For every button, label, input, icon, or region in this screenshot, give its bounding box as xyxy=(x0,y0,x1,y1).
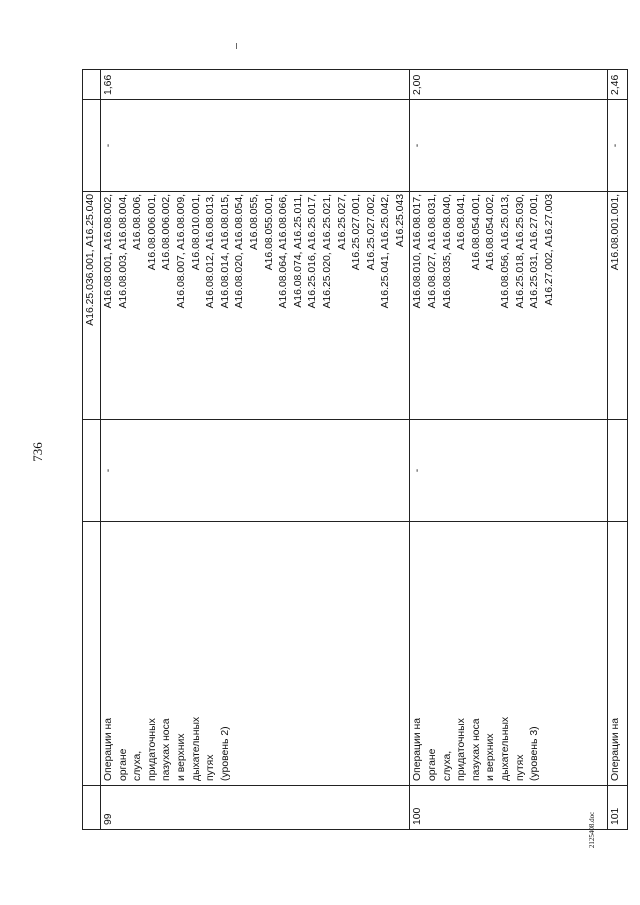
extra-criteria-cell: - xyxy=(608,100,628,192)
coefficient-cell: 1,66 xyxy=(101,70,410,100)
document-reference: 2125408.doc xyxy=(588,811,596,849)
name-line: Операции на xyxy=(412,717,424,781)
code-line: A16.25.020, A16.25.021, xyxy=(321,194,333,309)
code-line: A16.25.027.002, xyxy=(365,194,377,271)
code-line: A16.08.064, A16.08.066, xyxy=(278,194,290,309)
table-cell xyxy=(83,420,101,522)
code-line: A16.08.001.001, xyxy=(610,194,622,271)
name-line: путях xyxy=(514,754,526,781)
name-line: и верхних xyxy=(485,733,497,781)
code-line: A16.08.007, A16.08.009, xyxy=(175,194,187,309)
code-line: A16.25.027.001, xyxy=(351,194,363,271)
table-row xyxy=(608,70,628,830)
group-name-cell xyxy=(101,522,410,786)
service-codes-cell xyxy=(608,192,628,420)
name-line: пазухах носа xyxy=(470,718,482,781)
name-line: дыхательных xyxy=(190,716,202,781)
code-line: A16.08.012, A16.08.013, xyxy=(205,194,217,309)
extra-criteria-cell: - xyxy=(101,100,410,192)
code-line: A16.08.054.002, xyxy=(485,194,497,271)
name-line: органе xyxy=(427,748,439,781)
service-codes-cell xyxy=(410,192,608,420)
code-line: A16.08.054.001, xyxy=(470,194,482,271)
code-line: A16.08.006, xyxy=(132,194,144,251)
table-row xyxy=(410,70,608,830)
name-line: и верхних xyxy=(175,733,187,781)
code-line: A16.08.001, A16.08.002, xyxy=(103,194,114,309)
name-line: (уровень 3) xyxy=(529,726,541,781)
code-line: A16.08.074, A16.25.011, xyxy=(292,194,304,308)
diagnosis-codes-cell xyxy=(608,420,628,522)
service-codes-cell xyxy=(101,192,410,420)
code-line: A16.27.002, A16.27.003 xyxy=(543,194,555,306)
code-line: A16.08.003, A16.08.004, xyxy=(117,194,129,309)
scan-mark xyxy=(236,43,237,49)
table-cell xyxy=(83,70,101,100)
coefficient-cell: 2,00 xyxy=(410,70,608,100)
operations-table xyxy=(82,69,628,830)
table-row xyxy=(101,70,410,830)
table-cell xyxy=(83,522,101,786)
code-line: A16.25.041, A16.25.042, xyxy=(380,194,392,309)
code-line: A16.08.020, A16.08.054, xyxy=(234,194,246,309)
name-line: (уровень 2) xyxy=(219,726,231,781)
code-line: A16.08.006.001, xyxy=(146,194,158,271)
table-row xyxy=(83,70,101,830)
code-line: A16.08.010.001, xyxy=(190,194,202,271)
name-line: органе xyxy=(117,748,129,781)
code-line: A16.25.018, A16.25.030, xyxy=(514,194,526,309)
row-number: 99 xyxy=(101,786,410,830)
name-line: слуха, xyxy=(132,750,144,781)
code-line: A16.08.014, A16.08.015, xyxy=(219,194,231,309)
page-number: 736 xyxy=(30,442,45,462)
code-line: A16.25.043 xyxy=(394,194,406,248)
group-name-cell xyxy=(608,522,628,786)
name-line: слуха, xyxy=(441,750,453,781)
code-line: A16.08.055.001, xyxy=(263,194,275,271)
diagnosis-codes-cell: - xyxy=(101,420,410,522)
code-line: A16.08.056, A16.25.013, xyxy=(500,194,512,309)
name-line: пазухах носа xyxy=(161,718,173,781)
name-line: дыхательных xyxy=(500,716,512,781)
name-line: придаточных xyxy=(456,718,468,781)
code-line: A16.25.031, A16.27.001, xyxy=(529,194,541,309)
table-cell xyxy=(83,100,101,192)
code-line: A16.25.016, A16.25.017, xyxy=(307,194,319,309)
extra-criteria-cell: - xyxy=(410,100,608,192)
diagnosis-codes-cell: - xyxy=(410,420,608,522)
name-line: Операции на xyxy=(610,717,622,781)
group-name-cell xyxy=(410,522,608,786)
name-line: придаточных xyxy=(146,718,158,781)
code-line: A16.08.055, xyxy=(248,194,260,251)
code-line: A16.08.006.002, xyxy=(161,194,173,271)
row-number: 101 xyxy=(608,786,628,830)
row-number: 100 xyxy=(410,786,608,830)
coefficient-cell: 2,46 xyxy=(608,70,628,100)
code-line: A16.08.027, A16.08.031, xyxy=(427,194,439,309)
code-line: A16.08.010, A16.08.017, xyxy=(412,194,424,309)
codes-cell: A16.25.036.001, A16.25.040 xyxy=(83,192,101,420)
table-cell xyxy=(83,786,101,830)
code-line: A16.25.027, xyxy=(336,194,348,251)
name-line: путях xyxy=(205,754,217,781)
code-line: A16.08.041, xyxy=(456,194,468,251)
name-line: Операции на xyxy=(103,717,114,781)
code-line: A16.08.035, A16.08.040, xyxy=(441,194,453,309)
